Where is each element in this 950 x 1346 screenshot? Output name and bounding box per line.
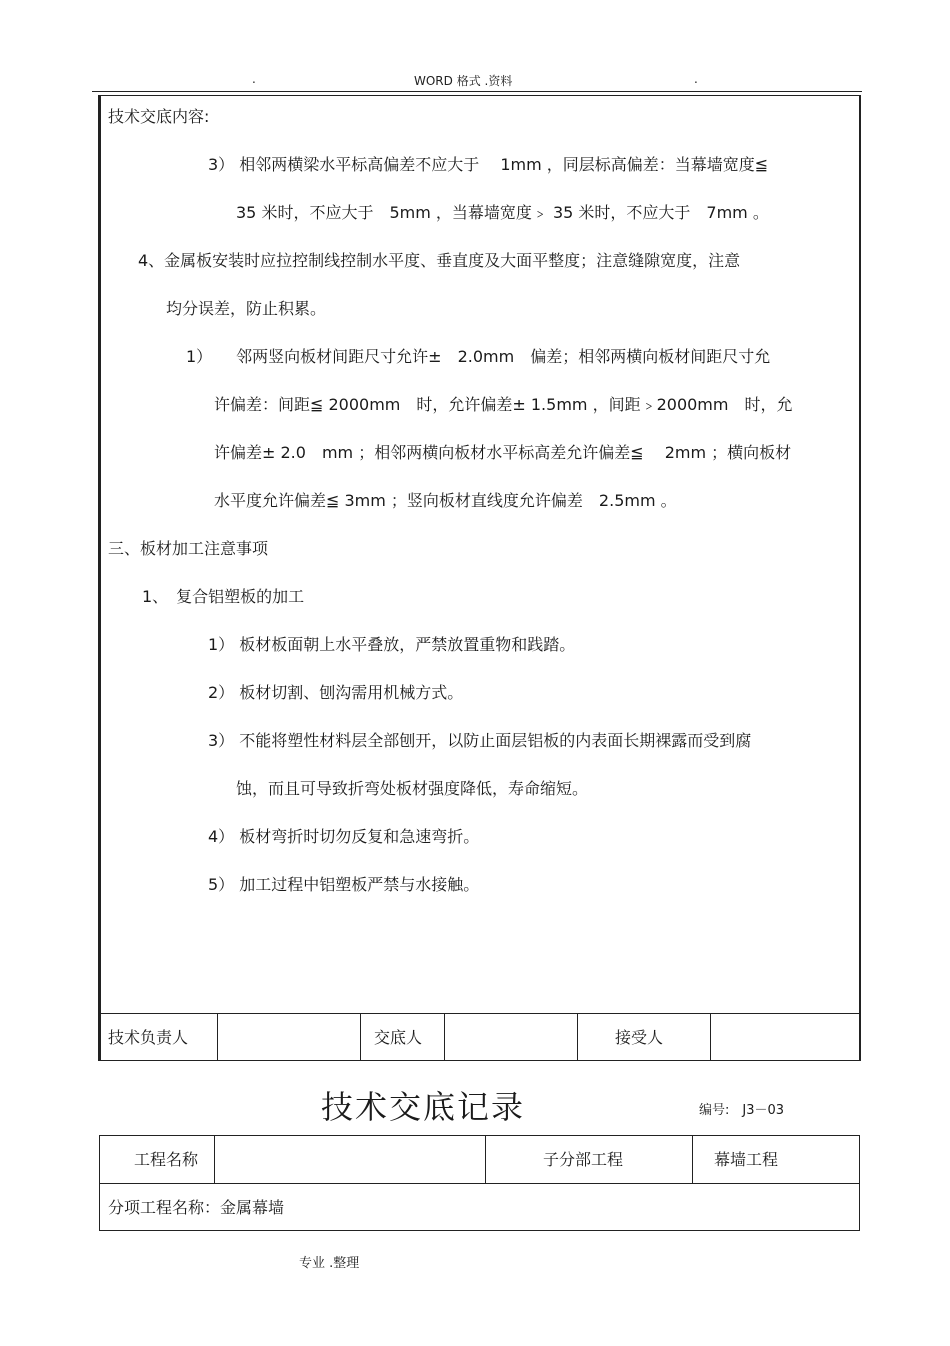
content-line: 许偏差：间距≦ 2000mm 时，允许偏差± 1.5mm ，间距﹥2000mm 时，允 <box>214 395 793 414</box>
subdivision-value[interactable]: 幕墙工程 <box>714 1150 779 1169</box>
receiver-field[interactable] <box>715 1028 855 1048</box>
content-line: 水平度允许偏差≦ 3mm ；竖向板材直线度允许偏差 2.5mm 。 <box>214 491 677 510</box>
content-box <box>100 95 860 1061</box>
presenter-label: 交底人 <box>374 1028 423 1047</box>
project-name-label: 工程名称 <box>134 1150 199 1169</box>
content-left-thick <box>98 95 100 1061</box>
record-title: 技术交底记录 <box>321 1088 526 1126</box>
signature-row-top <box>100 1013 860 1014</box>
receiver-label: 接受人 <box>615 1028 664 1047</box>
tech-lead-field[interactable] <box>222 1028 356 1048</box>
sig-divider <box>444 1013 445 1061</box>
content-line: 1） 板材板面朝上水平叠放，严禁放置重物和践踏。 <box>208 635 576 654</box>
record-col-divider <box>485 1135 486 1183</box>
content-line: 1） 邻两竖向板材间距尺寸允许± 2.0mm 偏差；相邻两横向板材间距尺寸允 <box>186 347 771 366</box>
content-line: 2） 板材切割、刨沟需用机械方式。 <box>208 683 464 702</box>
content-line: 3） 不能将塑性材料层全部刨开，以防止面层铝板的内表面长期裸露而受到腐 <box>208 731 752 750</box>
record-number: 编号: J3－03 <box>699 1103 785 1118</box>
footer-text: 专业 .整理 <box>299 1256 360 1271</box>
content-line: 5） 加工过程中铝塑板严禁与水接触。 <box>208 875 480 894</box>
sig-divider <box>577 1013 578 1061</box>
project-name-field[interactable] <box>220 1150 480 1170</box>
content-right-thick <box>859 95 861 1061</box>
content-line: 3） 相邻两横梁水平标高偏差不应大于 1mm ，同层标高偏差：当幕墙宽度≦ <box>208 155 769 174</box>
header-text: WORD 格式 .资料 <box>414 74 513 88</box>
content-line: 蚀，而且可导致折弯处板材强度降低，寿命缩短。 <box>236 779 589 798</box>
section-heading: 三、板材加工注意事项 <box>108 539 269 558</box>
record-table-row-divider <box>99 1183 860 1184</box>
header-dot-left: . <box>252 72 256 86</box>
content-line: 许偏差± 2.0 mm ；相邻两横向板材水平标高差允许偏差≦ 2mm ；横向板材 <box>214 443 792 462</box>
record-col-divider <box>214 1135 215 1183</box>
record-col-divider <box>692 1135 693 1183</box>
subsection-heading: 1、 复合铝塑板的加工 <box>142 587 305 606</box>
content-line: 35 米时，不应大于 5mm ，当幕墙宽度﹥ 35 米时，不应大于 7mm 。 <box>236 203 769 222</box>
header-dot-right: . <box>694 72 698 86</box>
header-rule <box>92 91 862 92</box>
item-name: 分项工程名称：金属幕墙 <box>108 1198 285 1217</box>
content-line: 4） 板材弯折时切勿反复和急速弯折。 <box>208 827 480 846</box>
content-heading: 技术交底内容: <box>108 107 210 126</box>
presenter-field[interactable] <box>449 1028 573 1048</box>
subdivision-label: 子分部工程 <box>543 1150 624 1169</box>
tech-lead-label: 技术负责人 <box>108 1028 189 1047</box>
content-line: 均分误差，防止积累。 <box>166 299 327 318</box>
sig-divider <box>360 1013 361 1061</box>
sig-divider <box>217 1013 218 1061</box>
sig-divider <box>710 1013 711 1061</box>
content-line: 4、金属板安装时应拉控制线控制水平度、垂直度及大面平整度；注意缝隙宽度，注意 <box>138 251 741 270</box>
